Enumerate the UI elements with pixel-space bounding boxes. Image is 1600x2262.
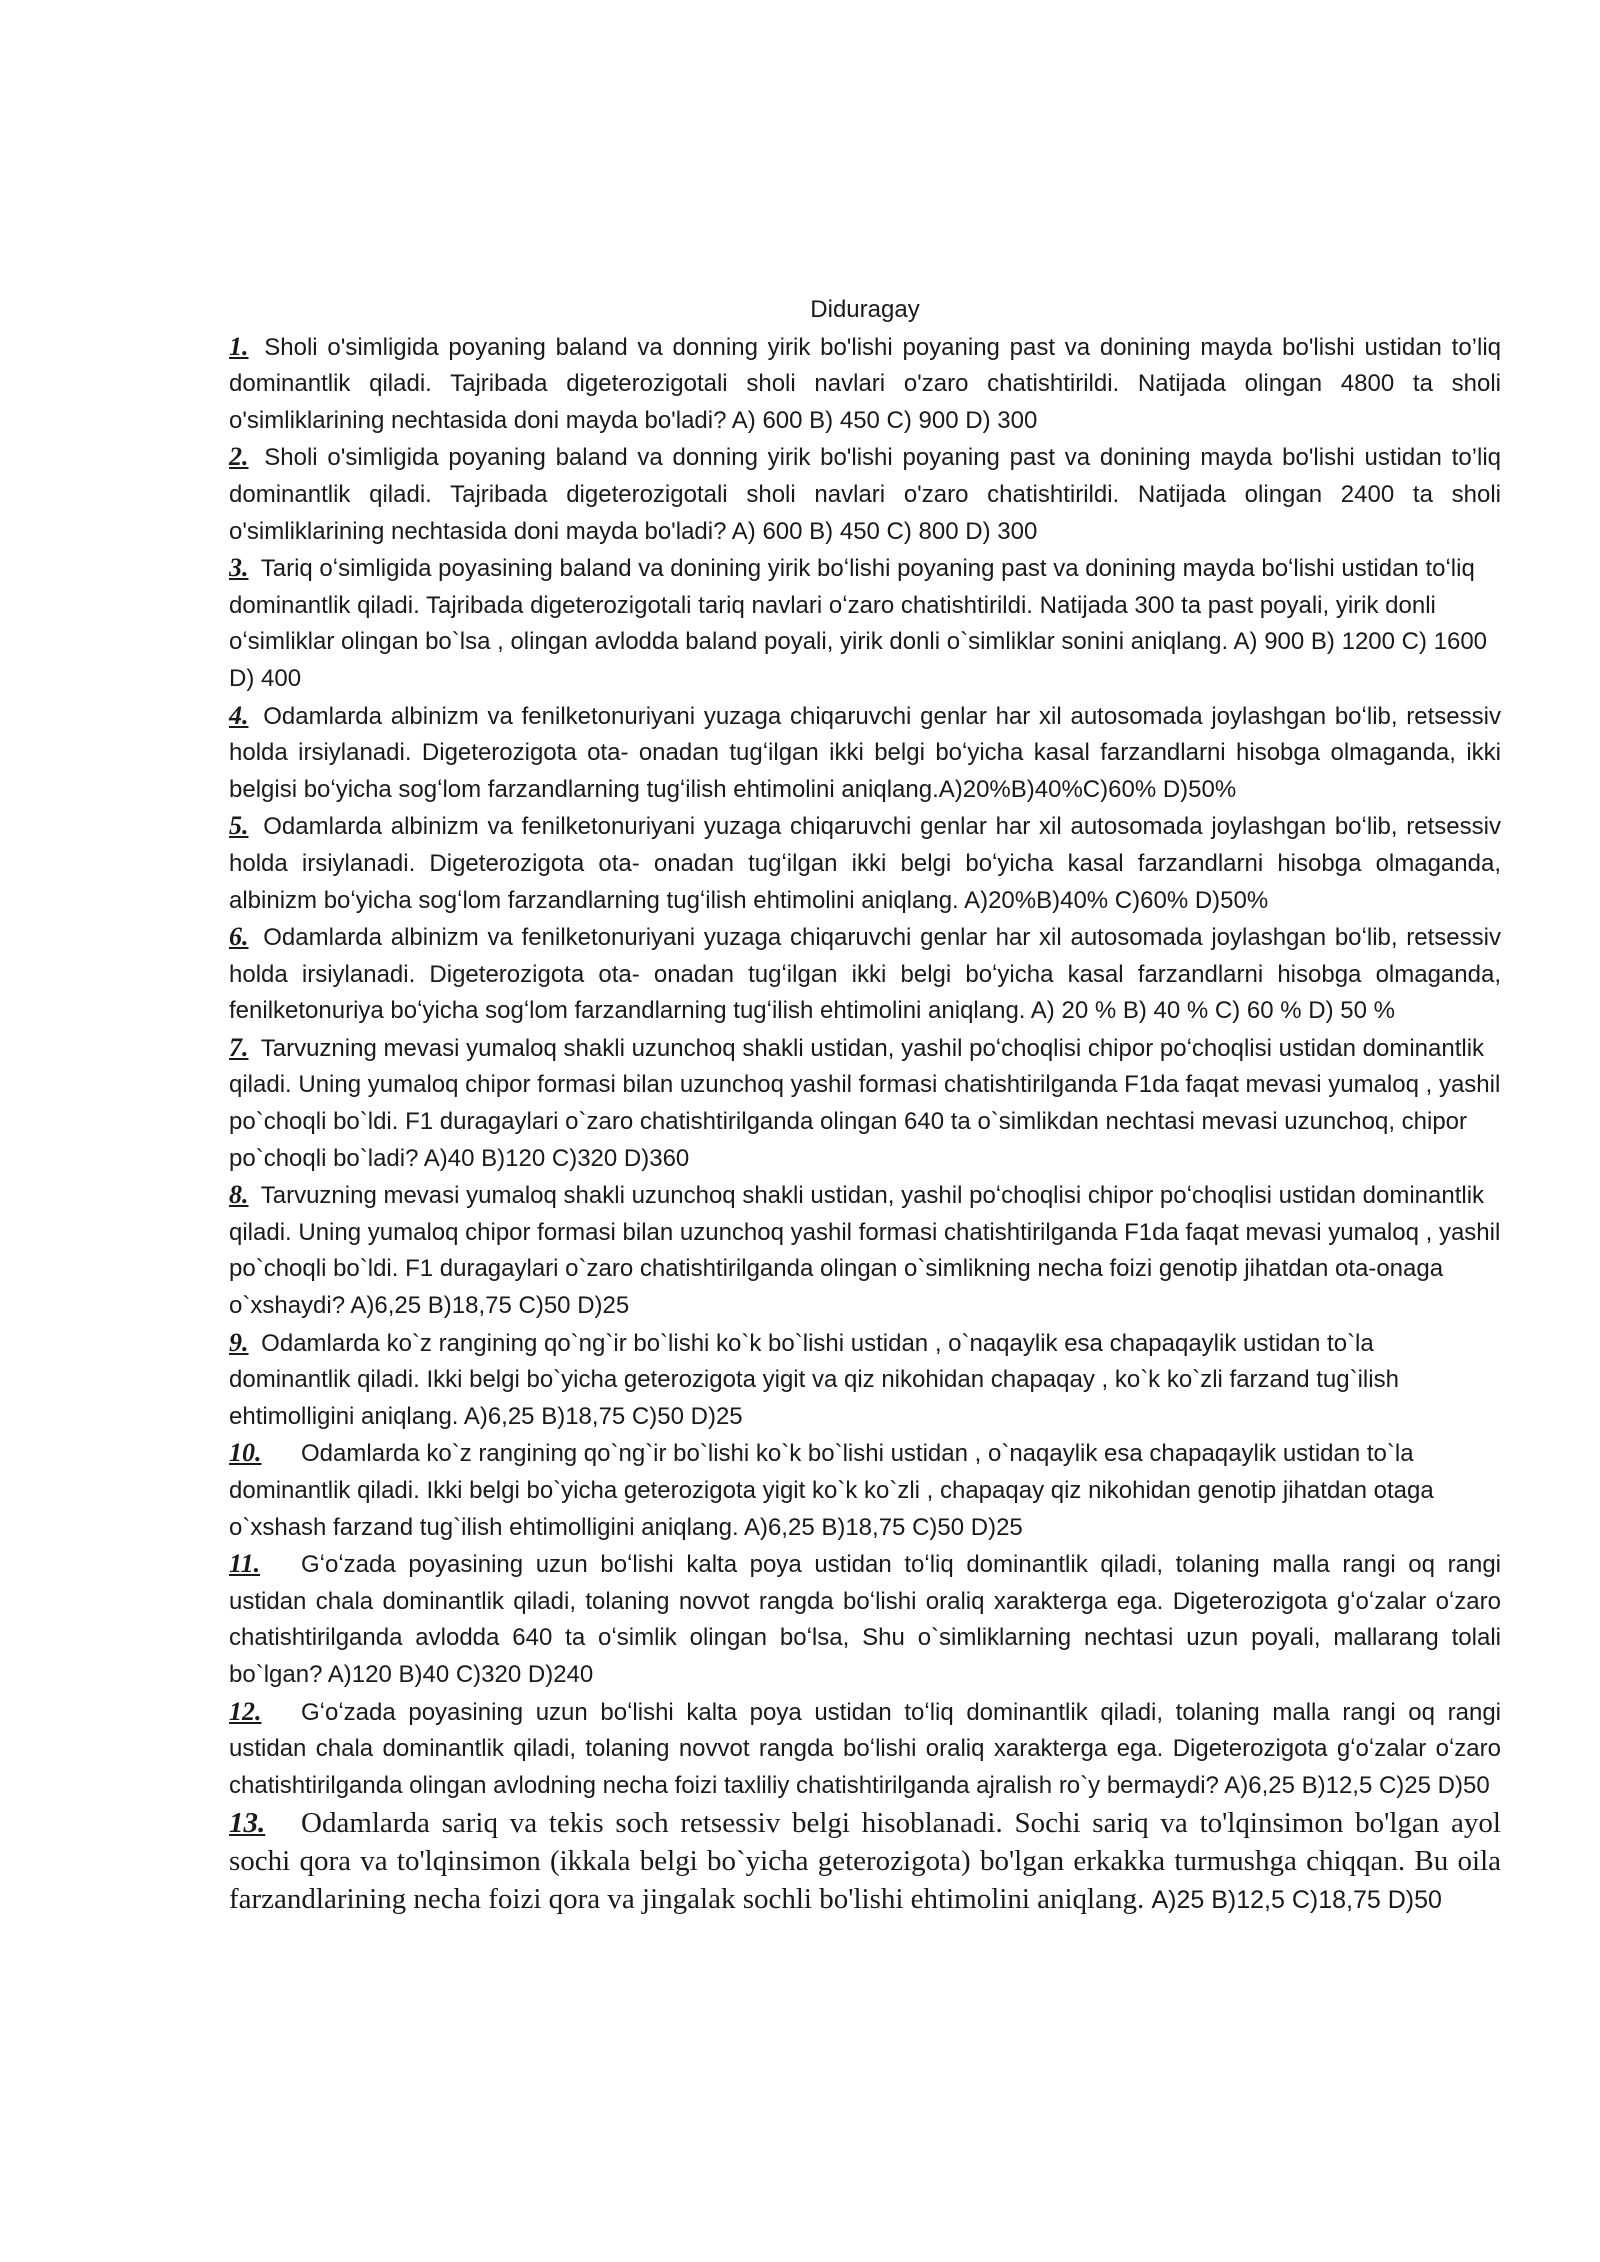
question-text: Gʻoʻzada poyasining uzun boʻlishi kalta poya ustidan toʻliq dominantlik qiladi, tolaning malla rangi oq rangi ustidan chala dominantlik qiladi, tolaning novvot rangda boʻlishi oraliq xarakterga ega. Digeterozigota gʻoʻzalar oʻzaro chatishtirilganda avlodda 640 ta oʻsimlik olingan boʻlsa, Shu o`simliklarning nechtasi uzun poyali, mallarang tolali bo`lgan? A)120 B)40 C)320 D)240 (229, 1551, 1501, 1688)
question-1 (229, 329, 1501, 440)
question-text: Tarvuzning mevasi yumaloq shakli uzunchoq shakli ustidan, yashil poʻchoqlisi chipor poʻchoqlisi ustidan dominantlik qiladi. Uning yumaloq chipor formasi bilan uzunchoq yashil formasi chatishtirilganda F1da faqat mevasi yumaloq , yashil po`choqli bo`ldi. F1 duragaylari o`zaro chatishtirilganda olingan o`simlikning necha foizi genotip jihatdan ota-onaga o`xshaydi? A)6,25 B)18,75 C)50 D)25 (229, 1182, 1501, 1320)
question-number: 3. (229, 553, 249, 583)
question-text: Gʻoʻzada poyasining uzun boʻlishi kalta poya ustidan toʻliq dominantlik qiladi, tolaning malla rangi oq rangi ustidan chala dominantlik qiladi, tolaning novvot rangda boʻlishi oraliq xarakterga ega. Digeterozigota gʻoʻzalar oʻzaro chatishtirilganda olingan avlodning necha foizi taxliliy chatishtirilganda ajralish ro`y bermaydi? A)6,25 B)12,5 C)25 D)50 (229, 1698, 1501, 1799)
question-number: 6. (229, 922, 249, 952)
document-page (229, 292, 1501, 1919)
question-text: Tariq oʻsimligida poyasining baland va donining yirik boʻlishi poyaning past va donining mayda boʻlishi ustidan toʻliq dominantlik qiladi. Tajribada digeterozigotali tariq navlari oʻzaro chatishtirildi. Natijada 300 ta past poyali, yirik donli oʻsimliklar olingan bo`lsa , olingan avlodda baland poyali, yirik donli o`simliklar sonini aniqlang. A) 900 B) 1200 C) 1600 D) 400 (229, 555, 1488, 692)
question-number: 5. (229, 811, 249, 841)
question-text: Odamlarda ko`z rangining qo`ng`ir bo`lishi ko`k bo`lishi ustidan , o`naqaylik esa chapaqaylik ustidan to`la dominantlik qiladi. Ikki belgi bo`yicha geterozigota yigit ko`k ko`zli , chapaqay qiz nikohidan genotip jihatdan otaga o`xshash farzand tug`ilish ehtimolligini aniqlang. A)6,25 B)18,75 C)50 D)25 (229, 1440, 1434, 1541)
question-4 (229, 698, 1501, 809)
question-number: 11. (229, 1549, 261, 1579)
question-number: 10. (229, 1438, 262, 1468)
question-text: Odamlarda albinizm va fenilketonuriyani yuzaga chiqaruvchi genlar har xil autosomada joylashgan boʻlib, retsessiv holda irsiylanadi. Digeterozigota ota- onadan tugʻilgan ikki belgi boʻyicha kasal farzandlarni hisobga olmaganda, fenilketonuriya boʻyicha sogʻlom farzandlarning tugʻilish ehtimolini aniqlang. A) 20 % B) 40 % C) 60 % D) 50 % (229, 924, 1501, 1025)
question-text: Sholi o'simligida poyaning baland va donning yirik bo'lishi poyaning past va donining mayda bo'lishi ustidan to’liq dominantlik qiladi. Tajribada digeterozigotali sholi navlari o'zaro chatishtirildi. Natijada olingan 2400 ta sholi o'simliklarining nechtasida doni mayda bo'ladi? A) 600 B) 450 C) 800 D) 300 (229, 444, 1502, 545)
question-13 (229, 1804, 1501, 1919)
question-3 (229, 550, 1501, 697)
document-title: Diduragay (810, 296, 920, 323)
question-8 (229, 1177, 1501, 1324)
question-number: 7. (229, 1032, 249, 1062)
question-number: 1. (229, 331, 249, 361)
question-number: 9. (229, 1327, 249, 1357)
question-text: Odamlarda ko`z rangining qo`ng`ir bo`lishi ko`k bo`lishi ustidan , o`naqaylik esa chapaqaylik ustidan to`la dominantlik qiladi. Ikki belgi bo`yicha geterozigota yigit va qiz nikohidan chapaqay , ko`k ko`zli farzand tug`ilish ehtimolligini aniqlang. A)6,25 B)18,75 C)50 D)25 (229, 1329, 1399, 1430)
question-answers: A)25 B)12,5 C)18,75 D)50 (1151, 1886, 1442, 1915)
question-number: 2. (229, 442, 249, 472)
question-12 (229, 1694, 1501, 1805)
question-5 (229, 808, 1501, 919)
question-text: Tarvuzning mevasi yumaloq shakli uzunchoq shakli ustidan, yashil poʻchoqlisi chipor poʻchoqlisi ustidan dominantlik qiladi. Uning yumaloq chipor formasi bilan uzunchoq yashil formasi chatishtirilganda F1da faqat mevasi yumaloq , yashil po`choqli bo`ldi. F1 duragaylari o`zaro chatishtirilganda olingan 640 ta o`simlikdan nechtasi mevasi uzunchoq, chipor po`choqli bo`ladi? A)40 B)120 C)320 D)360 (229, 1034, 1501, 1172)
question-text: Odamlarda albinizm va fenilketonuriyani yuzaga chiqaruvchi genlar har xil autosomada joylashgan boʻlib, retsessiv holda irsiylanadi. Digeterozigota ota- onadan tugʻilgan ikki belgi boʻyicha kasal farzandlarni hisobga olmaganda, ikki belgisi boʻyicha sogʻlom farzandlarning tugʻilish ehtimolini aniqlang.A)20%B)40%C)60% D)50% (229, 702, 1501, 803)
question-number: 13. (229, 1807, 266, 1840)
question-9 (229, 1325, 1501, 1436)
question-11 (229, 1546, 1501, 1693)
question-number: 4. (229, 700, 249, 730)
question-7 (229, 1030, 1501, 1177)
question-text: Odamlarda sariq va tekis soch retsessiv belgi hisoblanadi. Sochi sariq va to'lqinsimon bo'lgan ayol sochi qora va to'lqinsimon (ikkala belgi bo`yicha geterozigota) bo'lgan erkakka turmushga chiqqan. Bu oila farzandlarining necha foizi qora va jingalak sochli bo'lishi ehtimolini aniqlang. (229, 1807, 1501, 1916)
question-number: 8. (229, 1180, 249, 1210)
question-10 (229, 1435, 1501, 1546)
question-2 (229, 439, 1501, 550)
question-6 (229, 919, 1501, 1030)
question-text: Sholi o'simligida poyaning baland va donning yirik bo'lishi poyaning past va donining mayda bo'lishi ustidan to’liq dominantlik qiladi. Tajribada digeterozigotali sholi navlari o'zaro chatishtirildi. Natijada olingan 4800 ta sholi o'simliklarining nechtasida doni mayda bo'ladi? A) 600 B) 450 C) 900 D) 300 (229, 333, 1502, 434)
question-number: 12. (229, 1696, 262, 1726)
question-text: Odamlarda albinizm va fenilketonuriyani yuzaga chiqaruvchi genlar har xil autosomada joylashgan boʻlib, retsessiv holda irsiylanadi. Digeterozigota ota- onadan tugʻilgan ikki belgi boʻyicha kasal farzandlarni hisobga olmaganda, albinizm boʻyicha sogʻlom farzandlarning tugʻilish ehtimolini aniqlang. A)20%B)40% C)60% D)50% (229, 813, 1501, 914)
